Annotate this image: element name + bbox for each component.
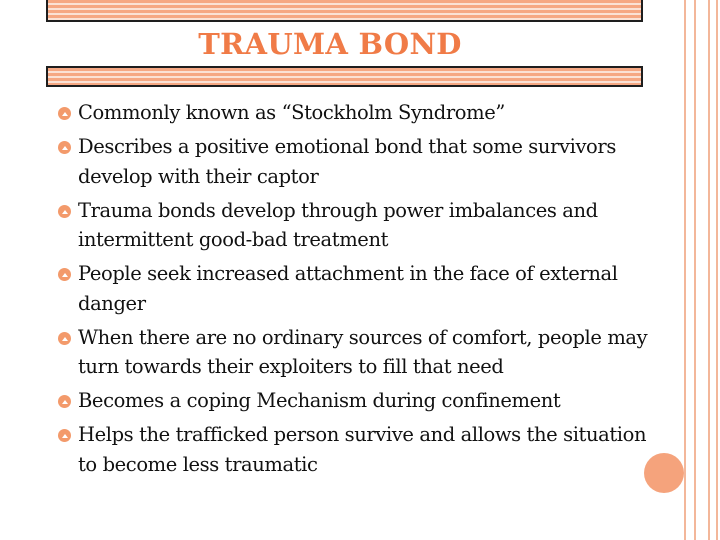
bullet-text: When there are no ordinary sources of comfort, people may turn towards their exploiters to fill that need [78,325,648,378]
bullet-arrow-icon [58,268,71,281]
bullet-text: Commonly known as “Stockholm Syndrome” [78,101,505,124]
bullet-text: Helps the trafficked person survive and allows the situation to become less traumatic [78,423,647,476]
bullet-item [58,386,653,416]
right-stripe-line [708,0,710,540]
bullet-text: People seek increased attachment in the face of external danger [78,262,618,315]
bullet-arrow-icon [58,205,71,218]
bullet-item [58,259,653,318]
bullet-list [58,98,653,484]
bullet-item [58,98,653,128]
bullet-item [58,132,653,191]
bullet-item [58,420,653,479]
bullet-item [58,196,653,255]
bullet-text: Becomes a coping Mechanism during confinement [78,389,561,412]
bullet-arrow-icon [58,141,71,154]
right-stripe-line [694,0,696,540]
right-stripe-line [716,0,718,540]
bullet-text: Describes a positive emotional bond that some survivors develop with their captor [78,135,616,188]
right-stripe-line [684,0,686,540]
decorative-circle [644,453,684,493]
bullet-text: Trauma bonds develop through power imbalances and intermittent good-bad treatment [78,198,598,251]
header-stripe-bottom [46,66,643,87]
bullet-arrow-icon [58,395,71,408]
bullet-item [58,323,653,382]
slide-title: TRAUMA BOND [198,27,462,61]
bullet-arrow-icon [58,107,71,120]
header-stripe-top [46,0,643,22]
bullet-arrow-icon [58,332,71,345]
bullet-arrow-icon [58,429,71,442]
